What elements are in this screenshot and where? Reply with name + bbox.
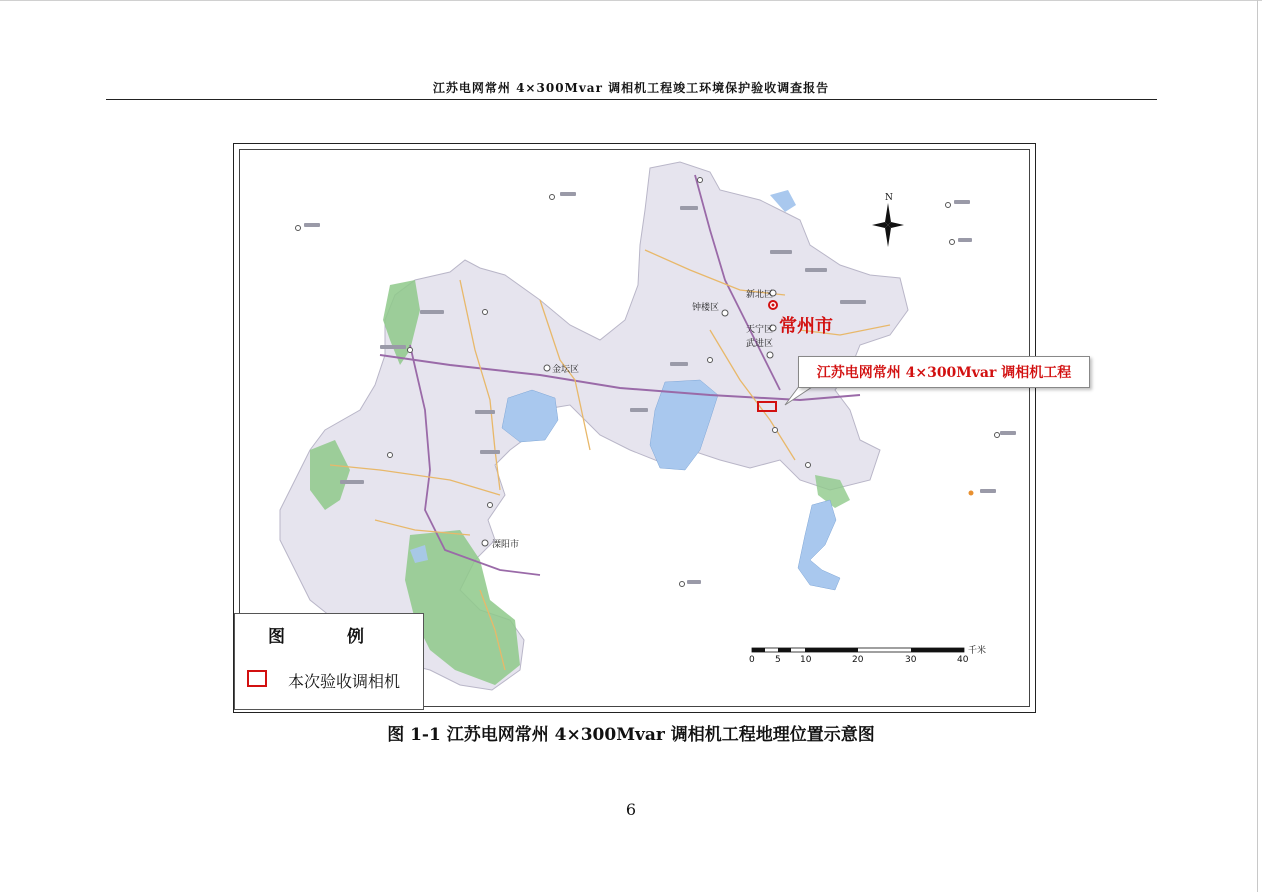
lake-changdang	[502, 390, 558, 442]
header-rule	[106, 99, 1157, 100]
scale-tick: 30	[905, 655, 917, 665]
district-label: 溧阳市	[492, 540, 520, 550]
scale-tick: 0	[749, 655, 755, 665]
legend-title: 图 例	[268, 627, 392, 647]
district-label: 武进区	[746, 339, 774, 349]
district-label: 钟楼区	[692, 303, 720, 313]
svg-text:N: N	[885, 193, 893, 203]
page-right-edge	[1257, 0, 1258, 892]
scale-tick: 20	[852, 655, 864, 665]
figure-caption: 图 1-1 江苏电网常州 4×300Mvar 调相机工程地理位置示意图	[387, 725, 875, 745]
outlying-town-marker	[969, 491, 974, 496]
legend-item-label: 本次验收调相机	[288, 672, 401, 691]
document-header: 江苏电网常州 4×300Mvar 调相机工程竣工环境保护验收调查报告	[432, 81, 830, 95]
page-number: 6	[625, 800, 637, 819]
district-label: 金坛区	[552, 365, 580, 375]
city-label: 常州市	[779, 316, 833, 337]
north-arrow-icon	[872, 193, 904, 247]
legend-swatch-icon	[247, 670, 267, 687]
scale-tick: 5	[775, 655, 781, 665]
map-panel	[239, 149, 1072, 707]
district-label: 天宁区	[746, 325, 774, 335]
scale-tick: 40	[957, 655, 969, 665]
scale-unit: 千米	[968, 646, 987, 656]
project-callout: 江苏电网常州 4×300Mvar 调相机工程	[798, 356, 1090, 388]
figure-frame	[233, 143, 1072, 713]
page-top-edge	[0, 0, 1262, 1]
legend	[234, 613, 424, 710]
river-taihu-inlet	[798, 500, 840, 590]
scale-bar	[749, 644, 986, 665]
scale-tick: 10	[800, 655, 812, 665]
region-land	[280, 162, 908, 690]
district-label: 新北区	[746, 290, 774, 300]
